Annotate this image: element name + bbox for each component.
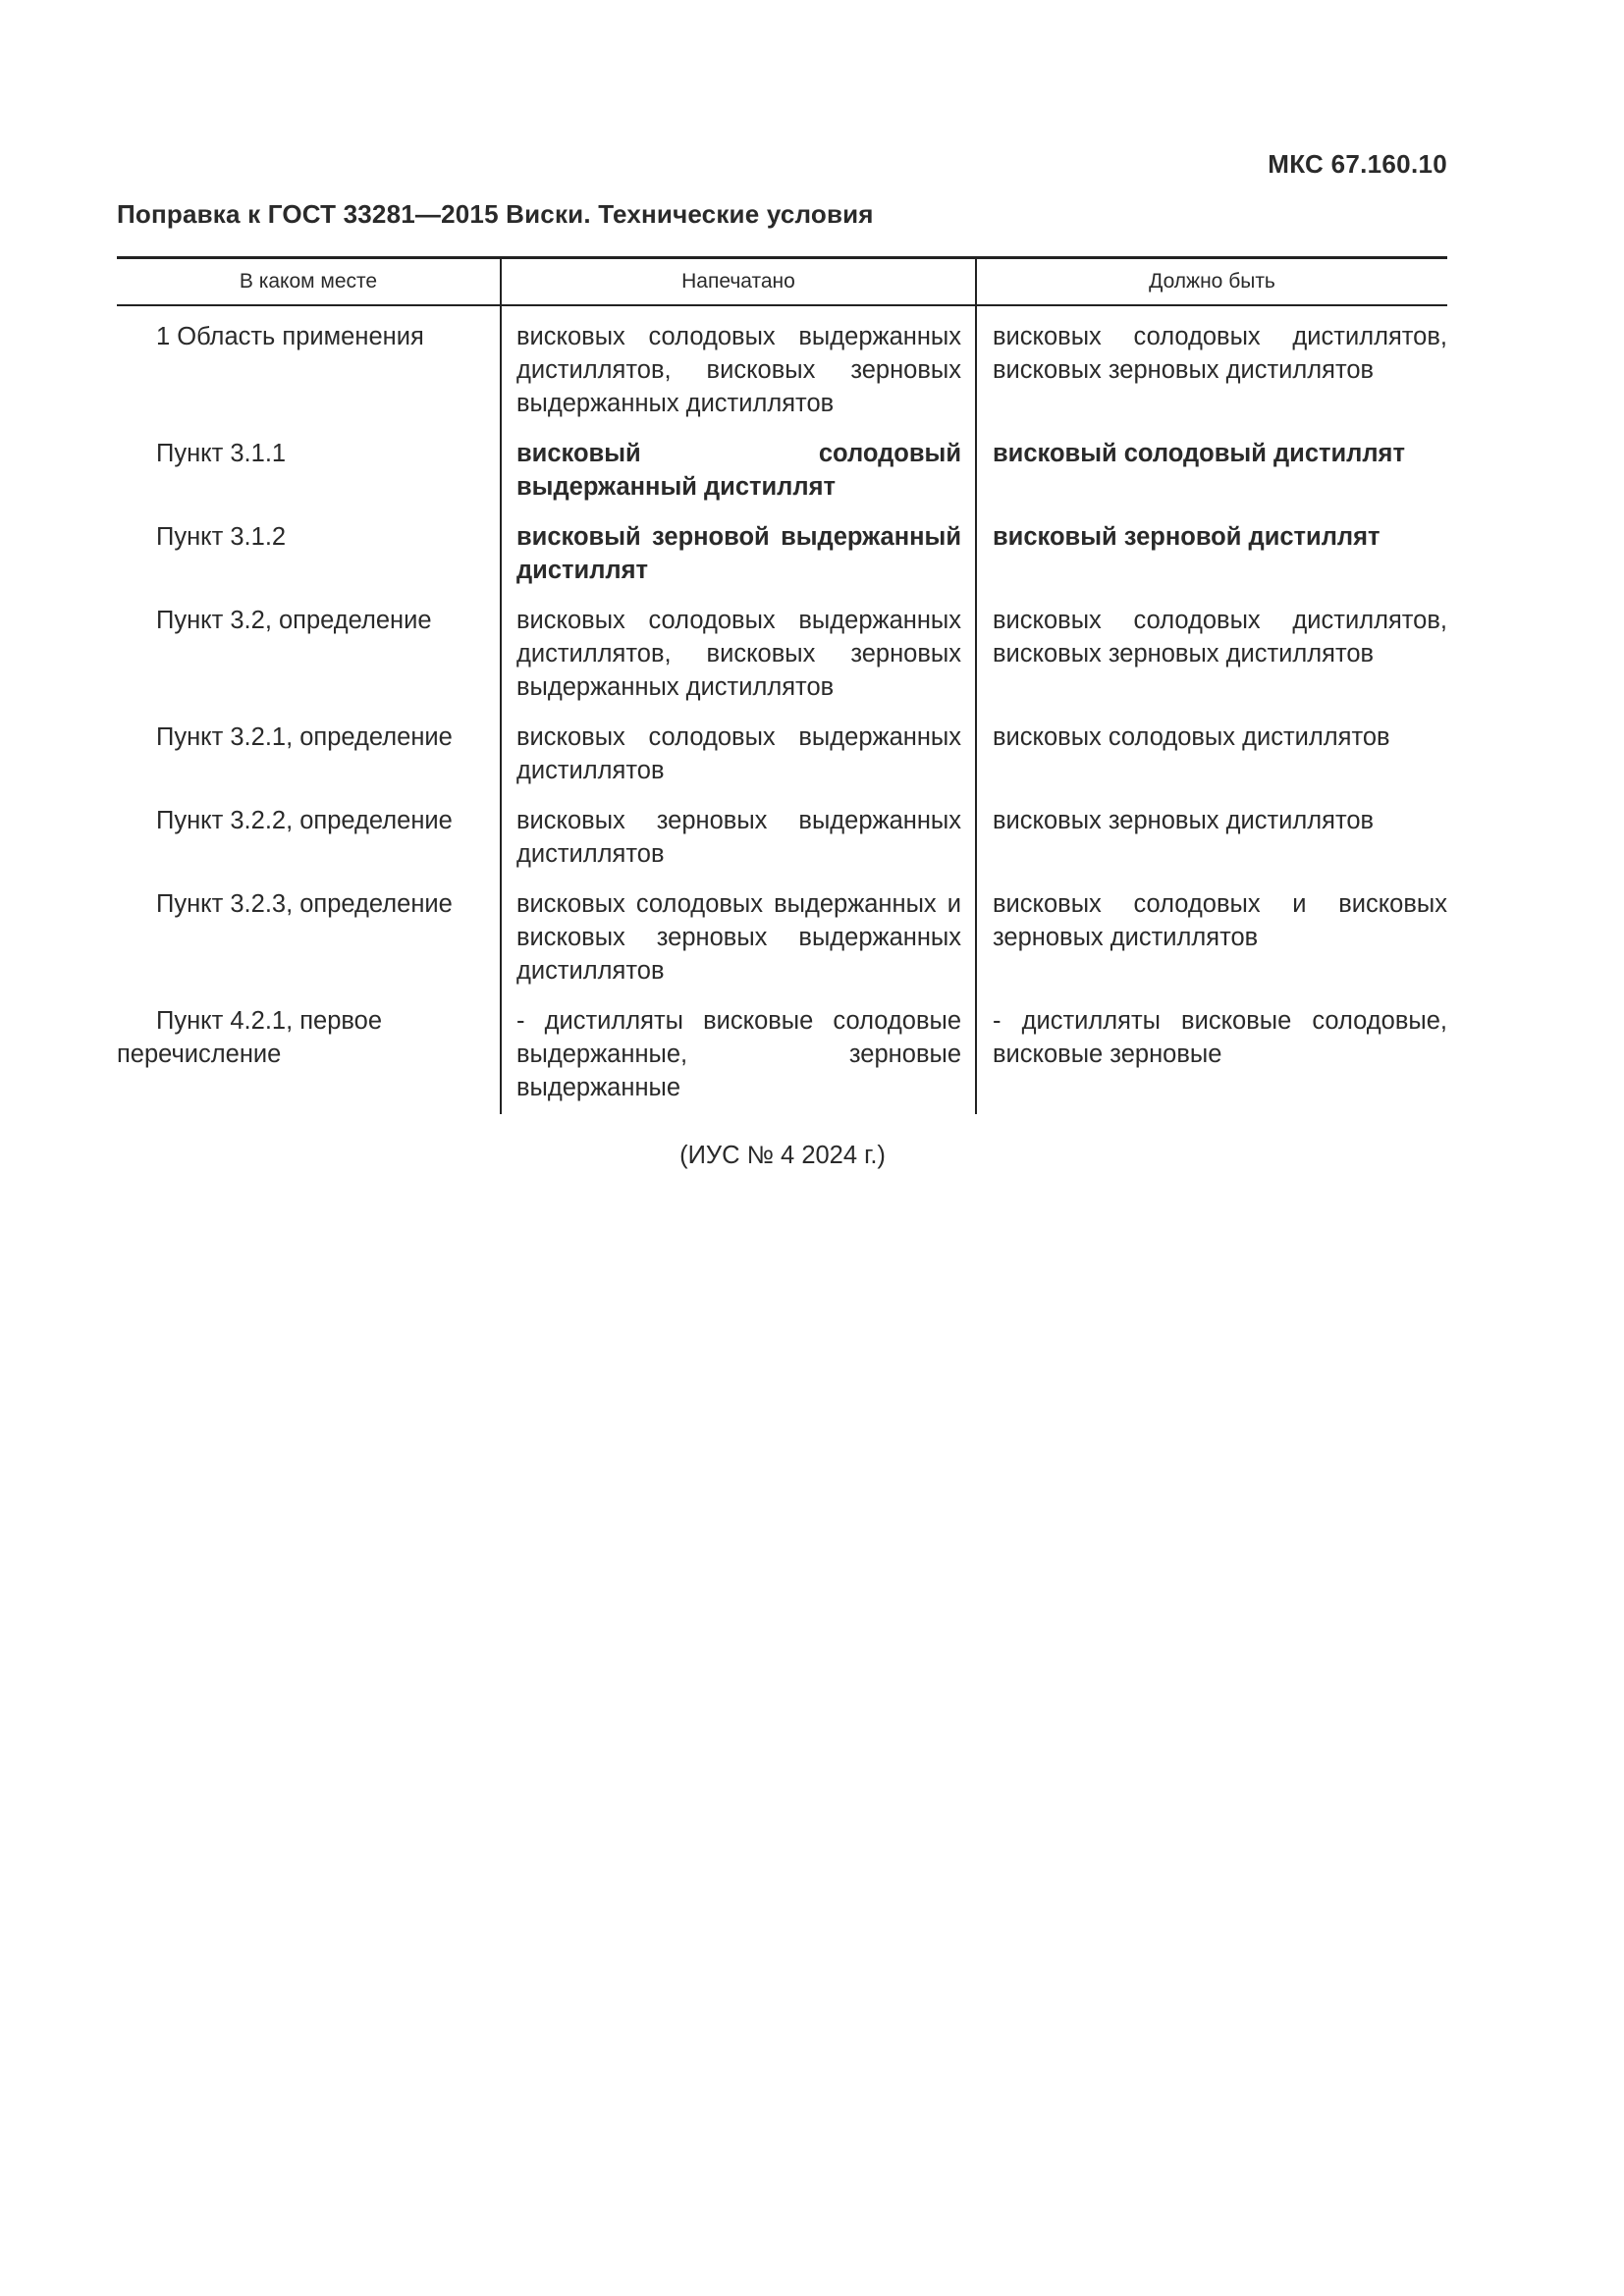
amendment-table: [117, 256, 1447, 1114]
table-row: [117, 804, 1447, 887]
cell-printed: висковый зерновой выдержанный дистиллят: [501, 520, 976, 604]
table-row: [117, 305, 1447, 437]
cell-place: Пункт 3.2.2, определение: [156, 807, 453, 834]
table-row: [117, 520, 1447, 604]
cell-place: Пункт 3.2.1, определение: [156, 723, 453, 751]
cell-should-be: висковых солодовых дистиллятов: [976, 721, 1447, 804]
cell-place: Пункт 3.1.2: [156, 523, 287, 551]
mks-code: МКС 67.160.10: [1268, 149, 1447, 179]
cell-printed: висковых солодовых выдержанных и висковых зерновых выдержанных дистиллятов: [501, 887, 976, 1004]
column-header-should-be: Должно быть: [976, 258, 1447, 306]
cell-place: Пункт 3.2.3, определение: [156, 890, 453, 918]
cell-printed: висковых солодовых выдержанных дистиллятов: [501, 721, 976, 804]
table-row: [117, 604, 1447, 721]
cell-place: Пункт 4.2.1, первое перечисление: [117, 1007, 383, 1068]
cell-should-be: висковых зерновых дистиллятов: [976, 804, 1447, 887]
column-header-place: В каком месте: [117, 258, 501, 306]
cell-should-be: висковых солодовых дистиллятов, висковых зерновых дистиллятов: [976, 604, 1447, 721]
document-title: Поправка к ГОСТ 33281—2015 Виски. Технические условия: [117, 199, 874, 229]
cell-printed: - дистилляты висковые солодовые выдержанные, зерновые выдержанные: [501, 1004, 976, 1114]
table-row: [117, 887, 1447, 1004]
cell-should-be: - дистилляты висковые солодовые, висковые зерновые: [976, 1004, 1447, 1114]
cell-printed: висковых солодовых выдержанных дистиллятов, висковых зерновых выдержанных дистиллятов: [501, 604, 976, 721]
table-header-row: [117, 258, 1447, 306]
source-reference: (ИУС № 4 2024 г.): [679, 1142, 886, 1169]
cell-should-be: висковых солодовых и висковых зерновых дистиллятов: [976, 887, 1447, 1004]
table-row: [117, 721, 1447, 804]
cell-should-be: висковых солодовых дистиллятов, висковых зерновых дистиллятов: [976, 305, 1447, 437]
cell-printed: висковых солодовых выдержанных дистиллятов, висковых зерновых выдержанных дистиллятов: [501, 305, 976, 437]
cell-place: 1 Область применения: [156, 323, 424, 350]
cell-printed: висковый солодовый выдержанный дистиллят: [501, 437, 976, 520]
cell-place: Пункт 3.1.1: [156, 440, 287, 467]
cell-printed: висковых зерновых выдержанных дистиллятов: [501, 804, 976, 887]
table-row: [117, 1004, 1447, 1114]
cell-should-be: висковый солодовый дистиллят: [976, 437, 1447, 520]
table-row: [117, 437, 1447, 520]
column-header-printed: Напечатано: [501, 258, 976, 306]
cell-place: Пункт 3.2, определение: [156, 607, 432, 634]
cell-should-be: висковый зерновой дистиллят: [976, 520, 1447, 604]
